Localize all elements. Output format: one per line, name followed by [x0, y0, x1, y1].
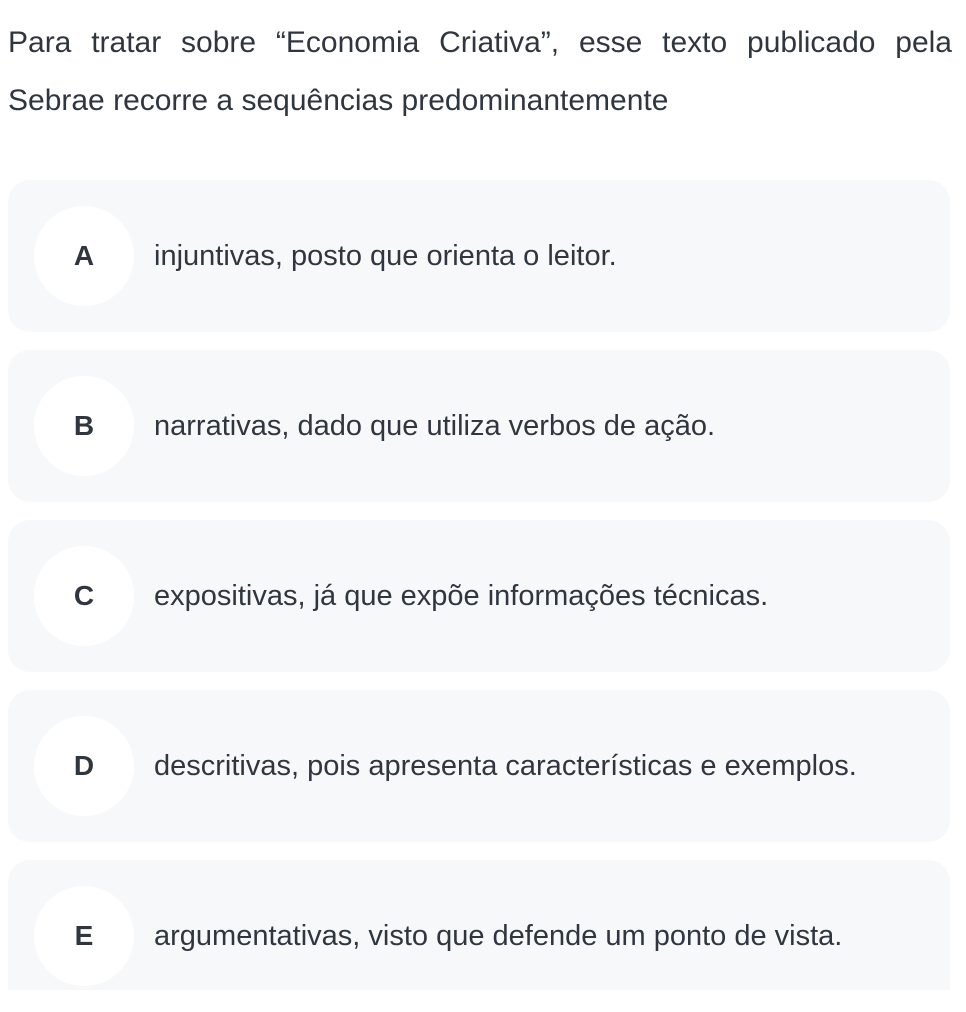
option-e[interactable]	[8, 860, 950, 990]
option-letter-d: D	[34, 716, 134, 816]
option-text-c: expositivas, já que expõe informações técnicas.	[154, 580, 769, 612]
option-text-a: injuntivas, posto que orienta o leitor.	[154, 240, 617, 272]
option-letter-e: E	[34, 886, 134, 986]
question-text: Para tratar sobre “Economia Criativa”, esse texto publicado pela Sebrae recorre a sequências predominantemente	[8, 26, 952, 117]
option-d[interactable]	[8, 690, 950, 842]
option-text-e: argumentativas, visto que defende um ponto de vista.	[154, 920, 843, 952]
option-a[interactable]	[8, 180, 950, 332]
answer-options	[8, 180, 950, 1008]
option-letter-c: C	[34, 546, 134, 646]
option-letter-b: B	[34, 376, 134, 476]
option-c[interactable]	[8, 520, 950, 672]
option-text-b: narrativas, dado que utiliza verbos de ação.	[154, 410, 716, 442]
option-letter-a: A	[34, 206, 134, 306]
option-text-d: descritivas, pois apresenta características e exemplos.	[154, 750, 857, 782]
option-b[interactable]	[8, 350, 950, 502]
